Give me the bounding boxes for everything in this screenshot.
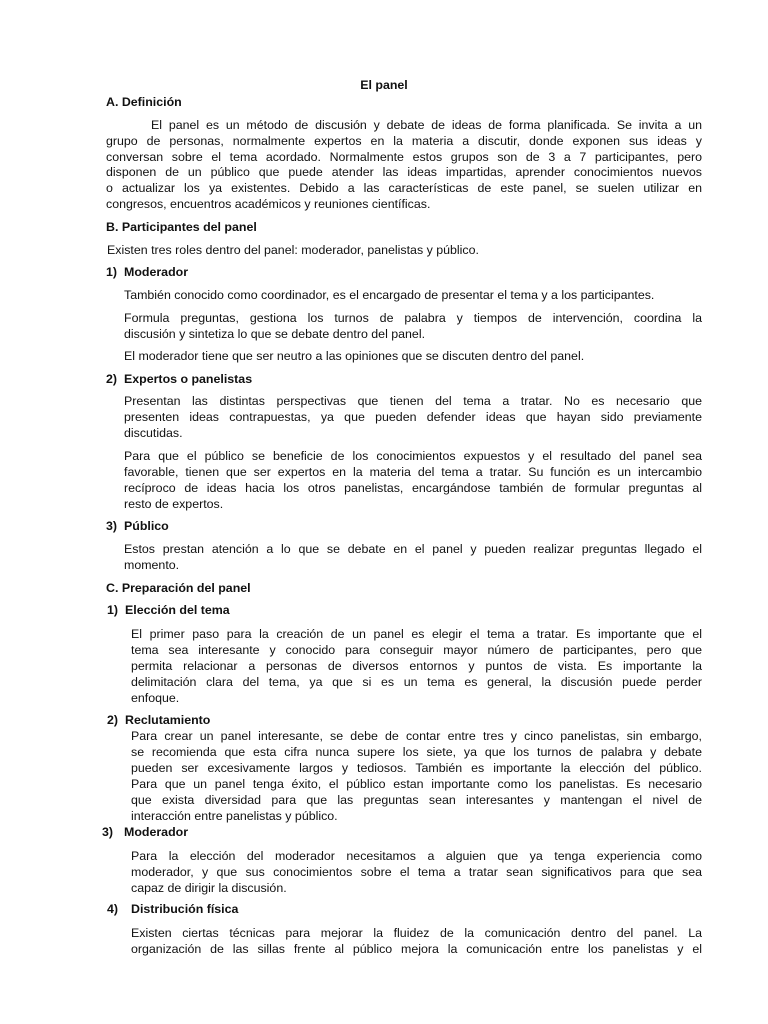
expertos-paragraph: Presentan las distintas perspectivas que tienen del tema a tratar. No es necesario que [124,394,702,408]
eleccion-line: El primer paso para la creación de un panel es elegir el tema a tratar. Es importante que el [131,627,702,641]
moderador-paragraph: El moderador tiene que ser neutro a las opiniones que se discuten dentro del panel. [124,349,585,363]
expertos-paragraph: resto de expertos. [124,497,224,511]
item-moderador-c-heading: 3) Moderador [102,825,189,839]
item-moderador-heading: 1) Moderador [106,265,189,279]
reclutamiento-line: interacción entre panelistas y público. [131,809,338,823]
definition-line: grupo de personas, normalmente expertos en la materia a discutir, donde exponen sus ideas y [106,134,702,148]
definition-line: congresos, encuentros académicos y reuniones científicas. [106,197,431,211]
definition-line: o actualizar los ya existentes. Debido a las características de este panel, se suelen utilizar en [106,181,702,195]
moderador-c-line: capaz de dirigir la discusión. [131,881,287,895]
distribucion-line: organización de las sillas frente al público mejora la comunicación entre los panelistas y el [131,942,702,956]
moderador-paragraph: También conocido como coordinador, es el encargado de presentar el tema y a los participantes. [124,288,655,302]
definition-line: conversan sobre el tema acordado. Normalmente estos grupos son de 3 a 7 participantes, pero [106,150,702,164]
reclutamiento-line: se recomienda que esta cifra nunca supere los siete, ya que los turnos de palabra y debate [131,745,702,759]
publico-paragraph: momento. [124,558,180,572]
moderador-c-line: Para la elección del moderador necesitamos a alguien que ya tenga experiencia como [131,849,702,863]
reclutamiento-line: pueden ser excesivamente largos y tediosos. También es importante la elección del público. [131,761,702,775]
section-b-heading: B. Participantes del panel [106,220,257,234]
eleccion-line: enfoque. [131,691,180,705]
expertos-paragraph: recíproco de ideas hacia los otros panelistas, encargándose también de formular preguntas al [124,481,702,495]
eleccion-line: tema sea interesante y conocido para conseguir mayor número de participantes, pero que [131,643,702,657]
publico-paragraph: Estos prestan atención a lo que se debate en el panel y pueden realizar preguntas llegado el [124,542,702,556]
moderador-paragraph: Formula preguntas, gestiona los turnos de palabra y tiempos de intervención, coordina la [124,311,702,325]
item-reclutamiento-heading: 2) Reclutamiento [107,713,211,727]
item-expertos-heading: 2) Expertos o panelistas [106,372,253,386]
expertos-paragraph: favorable, tienen que ser expertos en la materia del tema a tratar. Su función es un intercambio [124,465,702,479]
participants-intro: Existen tres roles dentro del panel: moderador, panelistas y público. [107,243,479,257]
item-eleccion-heading: 1) Elección del tema [107,603,230,617]
definition-line: disponen de un público que puede atender las ideas impartidas, aprender conocimientos nuevos [106,165,702,179]
item-publico-heading: 3) Público [106,519,169,533]
eleccion-line: permita relacionar a personas de diversos entornos y puntos de vista. Es importante la [131,659,702,673]
item-distribucion-heading: 4) Distribución física [107,902,239,916]
moderador-c-line: moderador, y que sus conocimientos sobre el tema a tratar sean significativos para que sea [131,865,702,879]
expertos-paragraph: Para que el público se beneficie de los conocimientos expuestos y el resultado del panel sea [124,449,702,463]
eleccion-line: delimitación clara del tema, ya que si es un tema es general, la discusión puede perder [131,675,702,689]
definition-line: El panel es un método de discusión y debate de ideas de forma planificada. Se invita a un [151,118,702,132]
reclutamiento-line: Para que un panel tenga éxito, el público estan importante como los panelistas. Es necesario [131,777,702,791]
section-a-heading: A. Definición [106,95,182,109]
distribucion-line: Existen ciertas técnicas para mejorar la fluidez de la comunicación dentro del panel. La [131,926,702,940]
expertos-paragraph: discutidas. [124,426,183,440]
document-title: El panel [360,78,408,92]
reclutamiento-line: que exista diversidad para que las preguntas sean interesantes y mantengan el nivel de [131,793,702,807]
moderador-paragraph: discusión y sintetiza lo que se debate dentro del panel. [124,327,426,341]
reclutamiento-line: Para crear un panel interesante, se debe de contar entre tres y cinco panelistas, sin embargo, [131,729,702,743]
expertos-paragraph: presenten ideas contrapuestas, ya que pueden defender ideas que hayan sido previamente [124,410,702,424]
section-c-heading: C. Preparación del panel [106,581,251,595]
